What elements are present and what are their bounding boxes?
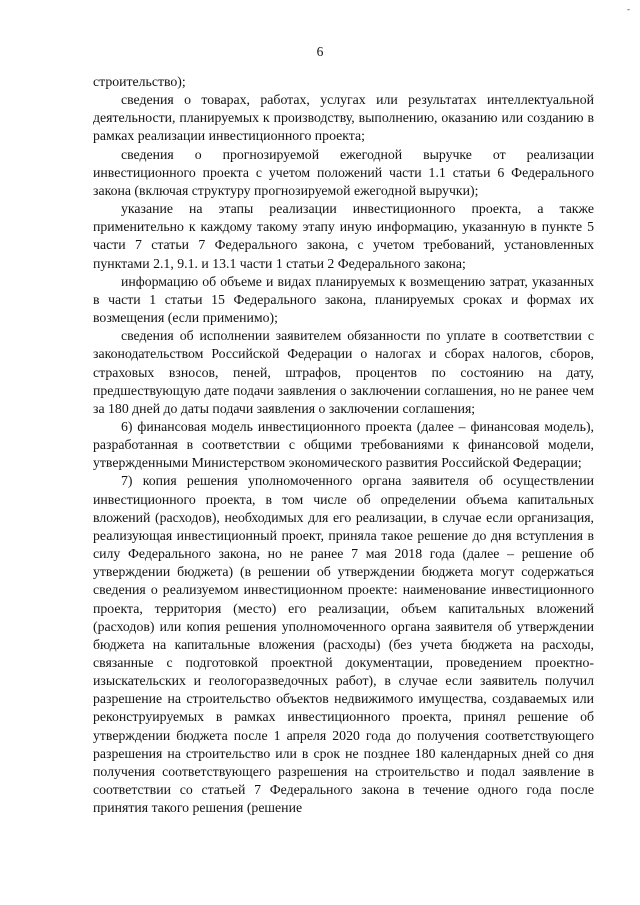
corner-mark: -: [627, 4, 630, 14]
paragraph-forecast-revenue: сведения о прогнозируемой ежегодной выручке от реализации инвестиционного проекта с учетом положений части 1.1 статьи 6 Федерального закона (включая структуру прогнозируемой ежегодной выручки);: [93, 146, 594, 198]
paragraph-investment-decision: 7) копия решения уполномоченного органа заявителя об осуществлении инвестиционного проекта, в том числе об определении объема капитальных вложений (расходов), необходимых для его реализации, в случае если организация, реализующая инвестиционный проект, приняла такое решение до дня вступления в силу Федерального закона, но не ранее 7 мая 2018 года (далее – решение об утверждении бюджета) (в решении об утверждении бюджета могут содержаться сведения о реализуемом инвестиционном проекте: наименование инвестиционного проекта, территория (место) его реализации, объем капитальных вложений (расходов) или копия решения уполномоченного органа заявителя об утверждении бюджета на капитальные вложения (расходы) (без учета бюджета на расходы, связанные с подготовкой проектной документации, проведением проектно-изыскательских и геологоразведочных работ), в случае если заявитель получил разрешение на строительство объектов недвижимого имущества, создаваемых или реконструируемых в рамках инвестиционного проекта, принял решение об утверждении бюджета после 1 апреля 2020 года до получения соответствующего разрешения на строительство или в срок не позднее 180 календарных дней со дня получения соответствующего разрешения на строительство и подал заявление в соответствии со статьей 7 Федерального закона в течение одного года после принятия такого решения (решение: [93, 473, 594, 816]
paragraph-cost-reimbursement: информацию об объеме и видах планируемых к возмещению затрат, указанных в части 1 статьи 15 Федерального закона, планируемых сроках и формах их возмещения (если применимо);: [93, 273, 594, 326]
paragraph-construction-tail: строительство);: [93, 74, 186, 89]
paragraph-tax-obligations: сведения об исполнении заявителем обязанности по уплате в соответствии с законодательством Российской Федерации о налогах и сборах налогов, сборов, страховых взносов, пеней, штрафов, процентов по состоянию на дату, предшествующую дате подачи заявления о заключении соглашения, но не ранее чем за 180 дней до даты подачи заявления о заключении соглашения;: [93, 328, 594, 416]
document-body: [93, 73, 594, 817]
page-number: 6: [316, 44, 324, 59]
paragraph-financial-model: 6) финансовая модель инвестиционного проекта (далее – финансовая модель), разработанная в соответствии с общими требованиями к финансовой модели, утвержденными Министерством экономического развития Российской Федерации;: [93, 418, 594, 471]
paragraph-project-stages: указание на этапы реализации инвестиционного проекта, а также применительно к каждому такому этапу иную информацию, указанную в пункте 5 части 7 статьи 7 Федерального закона, с учетом требований, установленных пунктами 2.1, 9.1. и 13.1 части 1 статьи 2 Федерального закона;: [93, 201, 594, 271]
paragraph-goods-works-services: сведения о товарах, работах, услугах или результатах интеллектуальной деятельности, планируемых к производству, выполнению, оказанию или созданию в рамках реализации инвестиционного проекта;: [93, 92, 594, 144]
